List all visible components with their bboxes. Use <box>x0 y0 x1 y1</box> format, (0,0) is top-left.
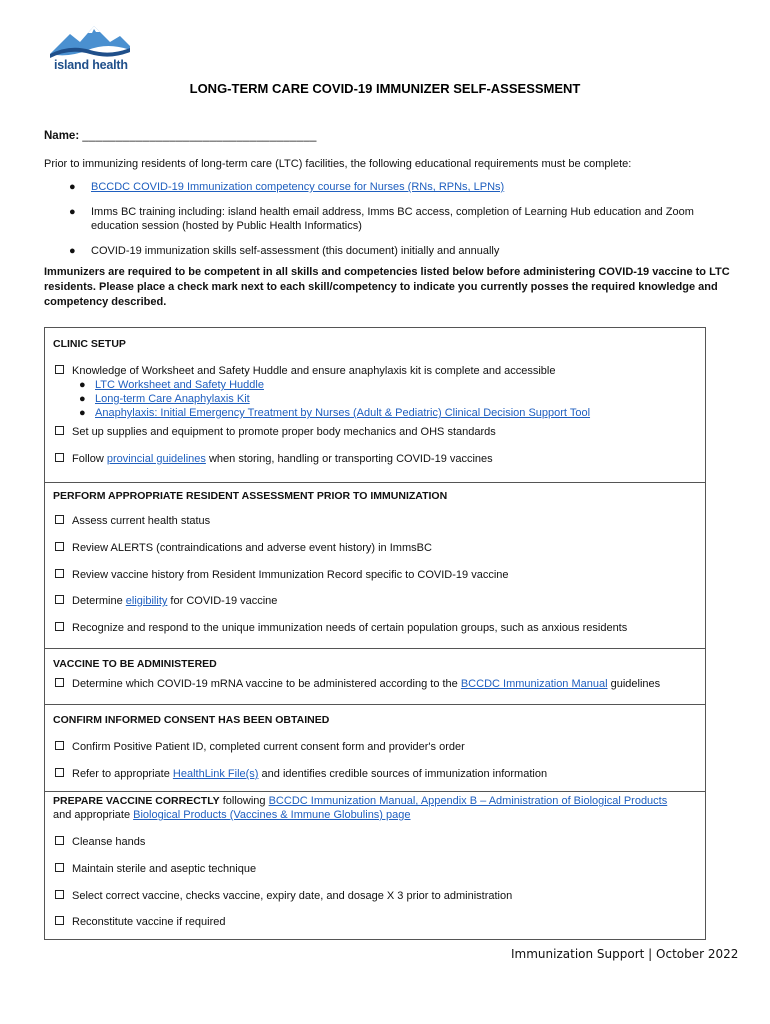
bullet-icon: ● <box>79 407 86 419</box>
name-label: Name: <box>44 130 80 142</box>
bullet-icon: ● <box>79 393 86 405</box>
healthlink-files-link[interactable]: HealthLink File(s) <box>172 768 259 780</box>
page-title: LONG-TERM CARE COVID-19 IMMUNIZER SELF-ASSESSMENT <box>189 81 581 96</box>
biological-products-link[interactable]: Biological Products (Vaccines & Immune Globulins) page <box>133 809 411 821</box>
checkbox-icon[interactable] <box>55 768 64 777</box>
list-item <box>44 180 734 194</box>
checkbox-icon[interactable] <box>55 890 64 899</box>
section-vaccine <box>45 648 705 705</box>
checklist-item[interactable]: Review ALERTS (contraindications and adverse event history) in ImmsBC <box>55 542 432 554</box>
bullet-icon: ● <box>79 379 86 391</box>
competency-note: Immunizers are required to be competent in all skills and competencies listed below before administering COVID-19 vaccine to LTC residents. Please place a check mark next to each skill/competency to indicate you currently posses the required knowledge and competency described. <box>44 266 730 308</box>
checkbox-icon[interactable] <box>55 836 64 845</box>
sub-item <box>79 379 264 391</box>
eligibility-link[interactable]: eligibility <box>125 595 168 607</box>
list-item <box>44 205 734 233</box>
mountain-logo-icon <box>48 20 132 60</box>
checklist-item[interactable]: Determine which COVID-19 mRNA vaccine to be administered according to the BCCDC Immunization Manual guidelines <box>55 678 660 690</box>
requirement-text: COVID-19 immunization skills self-assessment (this document) initially and annually <box>91 245 500 257</box>
list-item <box>44 244 734 258</box>
name-field[interactable] <box>44 130 317 142</box>
section-consent <box>45 704 705 792</box>
checkbox-icon[interactable] <box>55 515 64 524</box>
section-heading: CLINIC SETUP <box>53 338 126 350</box>
checkbox-icon[interactable] <box>55 678 64 687</box>
checkbox-icon[interactable] <box>55 542 64 551</box>
checkbox-icon[interactable] <box>55 916 64 925</box>
checklist-item[interactable]: Recognize and respond to the unique immunization needs of certain population groups, such as anxious residents <box>55 622 627 634</box>
section-prepare <box>45 791 705 940</box>
section-heading: VACCINE TO BE ADMINISTERED <box>53 658 217 670</box>
checklist-item[interactable]: Assess current health status <box>55 515 210 527</box>
checklist-item[interactable]: Determine eligibility for COVID-19 vaccine <box>55 595 277 607</box>
checkbox-icon[interactable] <box>55 453 64 462</box>
checklist-item[interactable]: Reconstitute vaccine if required <box>55 916 225 928</box>
ltc-worksheet-link[interactable]: LTC Worksheet and Safety Huddle <box>95 379 264 391</box>
bullet-icon: ● <box>69 245 76 257</box>
footer-text: Immunization Support | October 2022 <box>511 947 739 961</box>
section-clinic-setup <box>45 328 705 473</box>
name-blank[interactable]: ___________________________________ <box>82 130 317 142</box>
checklist-item[interactable]: Maintain sterile and aseptic technique <box>55 863 256 875</box>
checkbox-icon[interactable] <box>55 863 64 872</box>
checklist-item[interactable]: Set up supplies and equipment to promote proper body mechanics and OHS standards <box>55 426 496 438</box>
bullet-icon: ● <box>69 206 76 218</box>
checkbox-icon[interactable] <box>55 569 64 578</box>
checklist-item[interactable]: Review vaccine history from Resident Immunization Record specific to COVID-19 vaccine <box>55 569 509 581</box>
checkbox-icon[interactable] <box>55 365 64 374</box>
checkbox-icon[interactable] <box>55 595 64 604</box>
anaphylaxis-kit-link[interactable]: Long-term Care Anaphylaxis Kit <box>95 393 250 405</box>
bullet-icon: ● <box>69 181 76 193</box>
checkbox-icon[interactable] <box>55 741 64 750</box>
bccdc-course-link[interactable]: BCCDC COVID-19 Immunization competency course for Nurses (RNs, RPNs, LPNs) <box>91 181 505 193</box>
intro-text: Prior to immunizing residents of long-term care (LTC) facilities, the following educational requirements must be complete: <box>44 158 632 170</box>
section-assessment <box>45 482 705 649</box>
checklist-item[interactable]: Cleanse hands <box>55 836 145 848</box>
checkbox-icon[interactable] <box>55 426 64 435</box>
sub-item <box>79 393 250 405</box>
section-heading: CONFIRM INFORMED CONSENT HAS BEEN OBTAINED <box>53 714 330 726</box>
anaphylaxis-tool-link[interactable]: Anaphylaxis: Initial Emergency Treatment by Nurses (Adult & Pediatric) Clinical Decision Support Tool <box>95 407 591 419</box>
checklist-item[interactable]: Select correct vaccine, checks vaccine, expiry date, and dosage X 3 prior to administration <box>55 890 512 902</box>
requirements-list <box>44 180 734 269</box>
provincial-guidelines-link[interactable]: provincial guidelines <box>106 453 206 465</box>
checklist-item[interactable]: Confirm Positive Patient ID, completed current consent form and provider's order <box>55 741 465 753</box>
section-heading: PERFORM APPROPRIATE RESIDENT ASSESSMENT PRIOR TO IMMUNIZATION <box>53 490 448 502</box>
logo-text: island health <box>54 58 128 72</box>
checklist-item[interactable]: Knowledge of Worksheet and Safety Huddle and ensure anaphylaxis kit is complete and accessible <box>55 365 555 377</box>
section-heading-line: and appropriate Biological Products (Vaccines & Immune Globulins) page <box>53 809 411 821</box>
bccdc-manual-link[interactable]: BCCDC Immunization Manual <box>460 678 608 690</box>
section-heading-line: PREPARE VACCINE CORRECTLY following BCCDC Immunization Manual, Appendix B – Administration of Biological Products <box>53 795 668 807</box>
checkbox-icon[interactable] <box>55 622 64 631</box>
checklist-item[interactable]: Refer to appropriate HealthLink File(s) and identifies credible sources of immunization information <box>55 768 547 780</box>
skills-table <box>44 327 706 940</box>
appendix-b-link[interactable]: BCCDC Immunization Manual, Appendix B – Administration of Biological Products <box>268 795 668 807</box>
requirement-text: Imms BC training including: island health email address, Imms BC access, completion of Learning Hub education and Zoom education session (hosted by Public Health Informatics) <box>91 206 694 232</box>
sub-item <box>79 407 590 419</box>
checklist-item[interactable]: Follow provincial guidelines when storing, handling or transporting COVID-19 vaccines <box>55 453 493 465</box>
